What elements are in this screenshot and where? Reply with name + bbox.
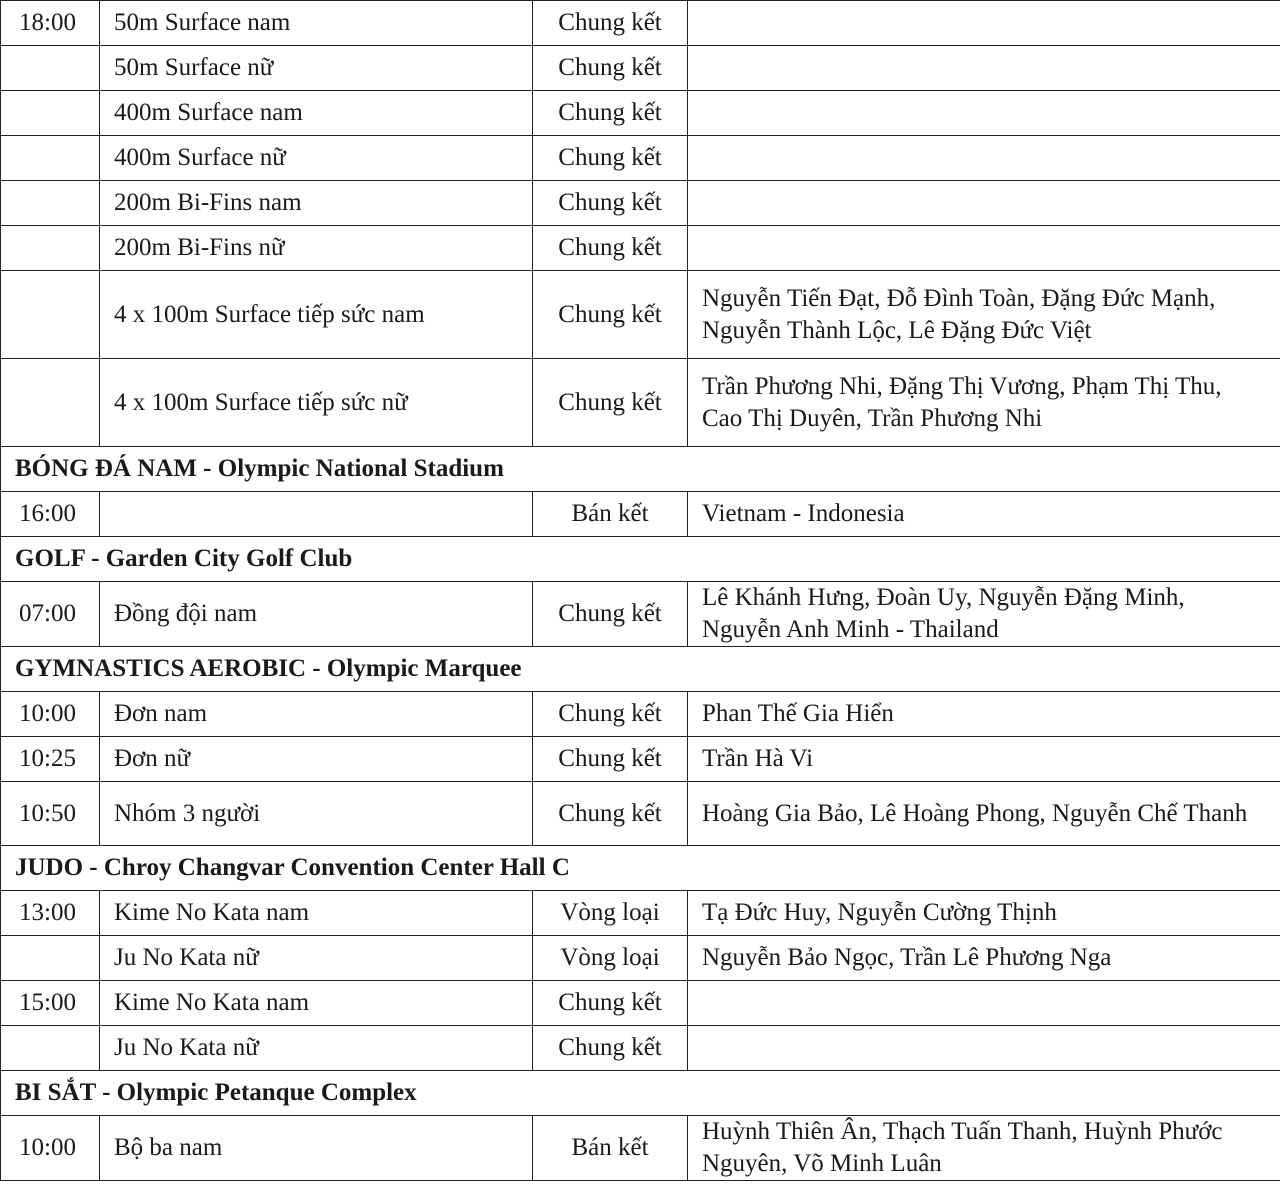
- table-row: [1, 359, 1280, 447]
- time-cell: [1, 226, 100, 271]
- section-title: BÓNG ĐÁ NAM - Olympic National Stadium: [1, 447, 1280, 492]
- table-row: [1, 981, 1280, 1026]
- round-cell: Bán kết: [533, 1116, 688, 1181]
- event-cell: Đơn nam: [100, 692, 533, 737]
- round-cell: Chung kết: [533, 359, 688, 447]
- round-cell: Chung kết: [533, 981, 688, 1026]
- round-cell: Bán kết: [533, 492, 688, 537]
- section-header-gymnastics: [1, 647, 1280, 692]
- event-cell: Kime No Kata nam: [100, 981, 533, 1026]
- time-cell: 10:00: [1, 692, 100, 737]
- athletes-cell: Nguyễn Tiến Đạt, Đỗ Đình Toàn, Đặng Đức Mạnh, Nguyễn Thành Lộc, Lê Đặng Đức Việt: [688, 271, 1280, 359]
- athletes-cell: [688, 1026, 1280, 1071]
- table-row: [1, 582, 1280, 647]
- time-cell: 10:00: [1, 1116, 100, 1181]
- round-cell: Chung kết: [533, 582, 688, 647]
- athletes-cell: [688, 181, 1280, 226]
- round-cell: Chung kết: [533, 1, 688, 46]
- event-cell: 200m Bi-Fins nữ: [100, 226, 533, 271]
- round-cell: Chung kết: [533, 136, 688, 181]
- athletes-cell: Phan Thế Gia Hiển: [688, 692, 1280, 737]
- event-cell: 400m Surface nữ: [100, 136, 533, 181]
- time-cell: 10:25: [1, 737, 100, 782]
- time-cell: 15:00: [1, 981, 100, 1026]
- table-row: [1, 91, 1280, 136]
- time-cell: [1, 136, 100, 181]
- time-cell: [1, 1026, 100, 1071]
- table-row: [1, 782, 1280, 846]
- table-row: [1, 46, 1280, 91]
- round-cell: Vòng loại: [533, 936, 688, 981]
- time-cell: [1, 271, 100, 359]
- section-header-petanque: [1, 1071, 1280, 1116]
- event-cell: 50m Surface nam: [100, 1, 533, 46]
- event-cell: 4 x 100m Surface tiếp sức nữ: [100, 359, 533, 447]
- round-cell: Chung kết: [533, 181, 688, 226]
- round-cell: Chung kết: [533, 91, 688, 136]
- round-cell: Chung kết: [533, 46, 688, 91]
- section-title: JUDO - Chroy Changvar Convention Center Hall C: [1, 846, 1280, 891]
- table-row: [1, 136, 1280, 181]
- athletes-cell: [688, 226, 1280, 271]
- time-cell: [1, 181, 100, 226]
- round-cell: Chung kết: [533, 737, 688, 782]
- event-cell: Nhóm 3 người: [100, 782, 533, 846]
- athletes-cell: Nguyễn Bảo Ngọc, Trần Lê Phương Nga: [688, 936, 1280, 981]
- event-cell: Đồng đội nam: [100, 582, 533, 647]
- event-cell: [100, 492, 533, 537]
- round-cell: Chung kết: [533, 692, 688, 737]
- time-cell: 13:00: [1, 891, 100, 936]
- table-row: [1, 1026, 1280, 1071]
- athletes-cell: Huỳnh Thiên Ân, Thạch Tuấn Thanh, Huỳnh Phước Nguyên, Võ Minh Luân: [688, 1116, 1280, 1181]
- table-row: [1, 737, 1280, 782]
- time-cell: 10:50: [1, 782, 100, 846]
- athletes-cell: Lê Khánh Hưng, Đoàn Uy, Nguyễn Đặng Minh, Nguyễn Anh Minh - Thailand: [688, 582, 1280, 647]
- athletes-cell: Trần Hà Vi: [688, 737, 1280, 782]
- athletes-cell: [688, 91, 1280, 136]
- event-cell: 4 x 100m Surface tiếp sức nam: [100, 271, 533, 359]
- time-cell: 16:00: [1, 492, 100, 537]
- athletes-cell: Vietnam - Indonesia: [688, 492, 1280, 537]
- athletes-cell: [688, 981, 1280, 1026]
- time-cell: 07:00: [1, 582, 100, 647]
- section-header-golf: [1, 537, 1280, 582]
- athletes-cell: Hoàng Gia Bảo, Lê Hoàng Phong, Nguyễn Chế Thanh: [688, 782, 1280, 846]
- event-cell: Ju No Kata nữ: [100, 936, 533, 981]
- event-cell: 400m Surface nam: [100, 91, 533, 136]
- time-cell: [1, 46, 100, 91]
- athletes-cell: [688, 46, 1280, 91]
- section-header-football: [1, 447, 1280, 492]
- event-cell: Kime No Kata nam: [100, 891, 533, 936]
- round-cell: Chung kết: [533, 226, 688, 271]
- athletes-cell: [688, 136, 1280, 181]
- table-row: [1, 1116, 1280, 1181]
- event-cell: Ju No Kata nữ: [100, 1026, 533, 1071]
- time-cell: [1, 359, 100, 447]
- athletes-cell: [688, 1, 1280, 46]
- round-cell: Chung kết: [533, 1026, 688, 1071]
- table-row: [1, 492, 1280, 537]
- table-row: [1, 226, 1280, 271]
- event-cell: 200m Bi-Fins nam: [100, 181, 533, 226]
- table-row: [1, 936, 1280, 981]
- section-title: BI SẮT - Olympic Petanque Complex: [1, 1071, 1280, 1116]
- table-row: [1, 181, 1280, 226]
- event-cell: Đơn nữ: [100, 737, 533, 782]
- event-cell: 50m Surface nữ: [100, 46, 533, 91]
- event-cell: Bộ ba nam: [100, 1116, 533, 1181]
- table-row: [1, 692, 1280, 737]
- athletes-cell: Trần Phương Nhi, Đặng Thị Vương, Phạm Thị Thu, Cao Thị Duyên, Trần Phương Nhi: [688, 359, 1280, 447]
- time-cell: 18:00: [1, 1, 100, 46]
- section-header-judo: [1, 846, 1280, 891]
- athletes-cell: Tạ Đức Huy, Nguyễn Cường Thịnh: [688, 891, 1280, 936]
- round-cell: Vòng loại: [533, 891, 688, 936]
- round-cell: Chung kết: [533, 782, 688, 846]
- section-title: GOLF - Garden City Golf Club: [1, 537, 1280, 582]
- table-row: [1, 1, 1280, 46]
- time-cell: [1, 91, 100, 136]
- table-row: [1, 271, 1280, 359]
- round-cell: Chung kết: [533, 271, 688, 359]
- section-title: GYMNASTICS AEROBIC - Olympic Marquee: [1, 647, 1280, 692]
- table-row: [1, 891, 1280, 936]
- time-cell: [1, 936, 100, 981]
